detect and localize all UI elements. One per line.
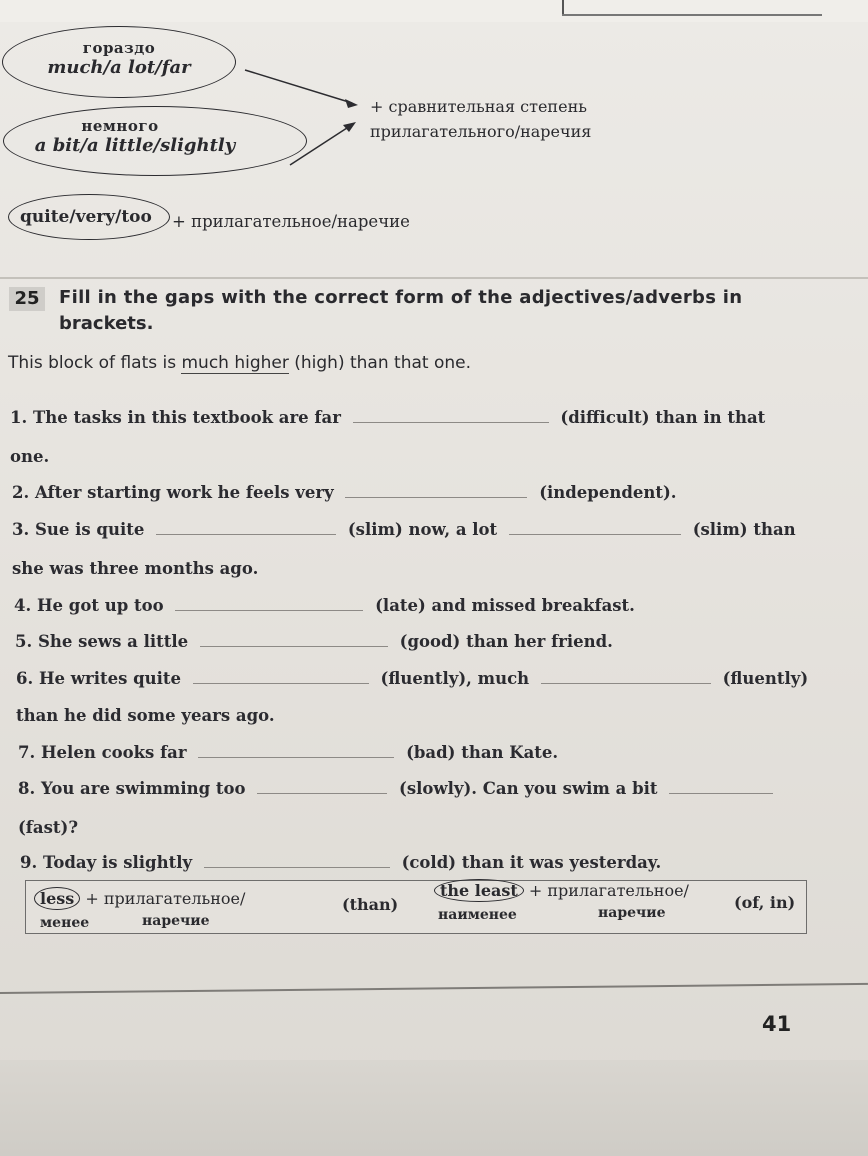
least-adverb: наречие [598, 905, 666, 921]
quite-very-too: quite/very/too [20, 207, 152, 227]
exercise-number: 25 [9, 287, 45, 311]
gap-5[interactable] [200, 646, 388, 647]
less-adverb: наречие [142, 913, 210, 929]
oval-bit-ru: немного [81, 117, 159, 135]
sentence-2: 2. After starting work he feels very (independent). [12, 483, 677, 502]
gap-8a[interactable] [257, 793, 387, 794]
exercise-instruction-1: Fill in the gaps with the correct form of the adjectives/adverbs in [59, 287, 743, 308]
exercise-instruction-2: brackets. [59, 313, 154, 334]
sentence-8-line2: (fast)? [18, 818, 78, 837]
gap-4[interactable] [175, 610, 363, 611]
diagram-arrows [0, 0, 868, 300]
sentence-4: 4. He got up too (late) and missed breakfast. [14, 596, 635, 615]
sentence-6-line1: 6. He writes quite (fluently), much (fluently) [16, 669, 809, 688]
gap-6a[interactable] [193, 683, 369, 684]
oval-much-ru: гораздо [82, 39, 156, 57]
gap-3a[interactable] [156, 534, 336, 535]
sentence-3-line2: she was three months ago. [12, 559, 259, 578]
oval-much-en: much/a lot/far [47, 57, 191, 78]
of-in: (of, in) [734, 893, 796, 912]
gap-7[interactable] [198, 757, 394, 758]
least-translation: наименее [438, 907, 517, 923]
rule-less [34, 889, 245, 908]
example-answer: much higher [181, 353, 289, 373]
sentence-1-line2: one. [10, 447, 50, 466]
example-sentence [8, 353, 471, 373]
gap-8b[interactable] [669, 793, 773, 794]
least-rule: + прилагательное/ [528, 881, 689, 900]
than-word: (than) [342, 895, 399, 914]
table-surface [0, 1060, 868, 1156]
sentence-5: 5. She sews a little (good) than her friend. [15, 632, 613, 651]
gap-1[interactable] [353, 422, 549, 423]
sentence-6-line2: than he did some years ago. [16, 706, 275, 725]
comparative-rule-2: прилагательного/наречия [370, 122, 592, 141]
sentence-8-line1: 8. You are swimming too (slowly). Can you swim a bit [18, 779, 779, 798]
gap-6b[interactable] [541, 683, 711, 684]
example-part2: (high) than that one. [294, 353, 471, 373]
gap-2[interactable] [345, 497, 527, 498]
sentence-9: 9. Today is slightly (cold) than it was yesterday. [20, 853, 662, 872]
less-word: less [34, 887, 80, 910]
sentence-7: 7. Helen cooks far (bad) than Kate. [18, 743, 559, 762]
rule-box [25, 880, 807, 934]
less-translation: менее [40, 915, 90, 931]
quite-rule: + прилагательное/наречие [172, 212, 410, 231]
comparative-rule-1: + сравнительная степень [370, 97, 587, 116]
separator [0, 277, 868, 279]
sentence-1-line1: 1. The tasks in this textbook are far (difficult) than in that [10, 408, 766, 427]
page-number: 41 [762, 1012, 792, 1036]
rule-least [434, 881, 689, 900]
less-rule: + прилагательное/ [85, 889, 246, 908]
oval-bit-en: a bit/a little/slightly [34, 135, 236, 156]
gap-9[interactable] [204, 867, 390, 868]
gap-3b[interactable] [509, 534, 681, 535]
example-part1: This block of flats is [8, 353, 177, 373]
sentence-3-line1: 3. Sue is quite (slim) now, a lot (slim) than [12, 520, 796, 539]
least-word: the least [434, 879, 524, 902]
